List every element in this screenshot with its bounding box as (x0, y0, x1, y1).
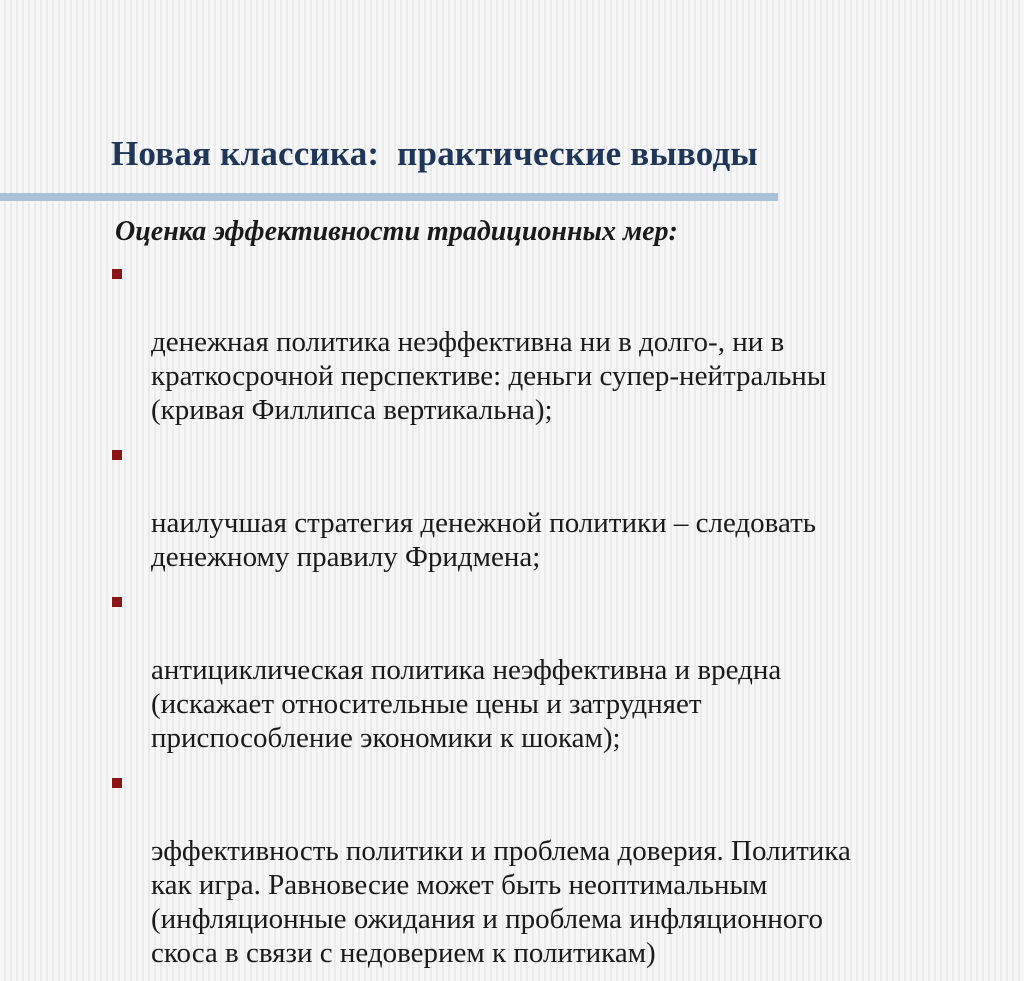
slide-title: Новая классика: практические выводы (111, 134, 758, 173)
square-bullet-icon (112, 269, 122, 279)
slide-subtitle: Оценка эффективности традиционных мер: (115, 216, 678, 247)
square-bullet-icon (112, 778, 122, 788)
title-underline (0, 193, 778, 201)
bullet-item (110, 585, 1010, 755)
bullet-text: эффективность политики и проблема доверия. Политика как игра. Равновесие может быть неоптимальным (инфляционные ожидания и проблема инфляционного скоса в связи с недоверием к политикам) (151, 835, 851, 969)
bullet-text: антициклическая политика неэффективна и вредна (искажает относительные цены и затрудняет приспособление экономики к шокам); (151, 654, 782, 754)
bullet-item (110, 438, 1010, 574)
square-bullet-icon (112, 450, 122, 460)
bullet-text: наилучшая стратегия денежной политики – следовать денежному правилу Фридмена; (151, 507, 817, 573)
bullet-item (110, 766, 1010, 970)
square-bullet-icon (112, 597, 122, 607)
bullet-list (110, 257, 1010, 981)
bullet-item (110, 257, 1010, 427)
bullet-text: денежная политика неэффективна ни в долго-, ни в краткосрочной перспективе: деньги супер-нейтральны (кривая Филлипса вертикальна); (151, 326, 827, 426)
